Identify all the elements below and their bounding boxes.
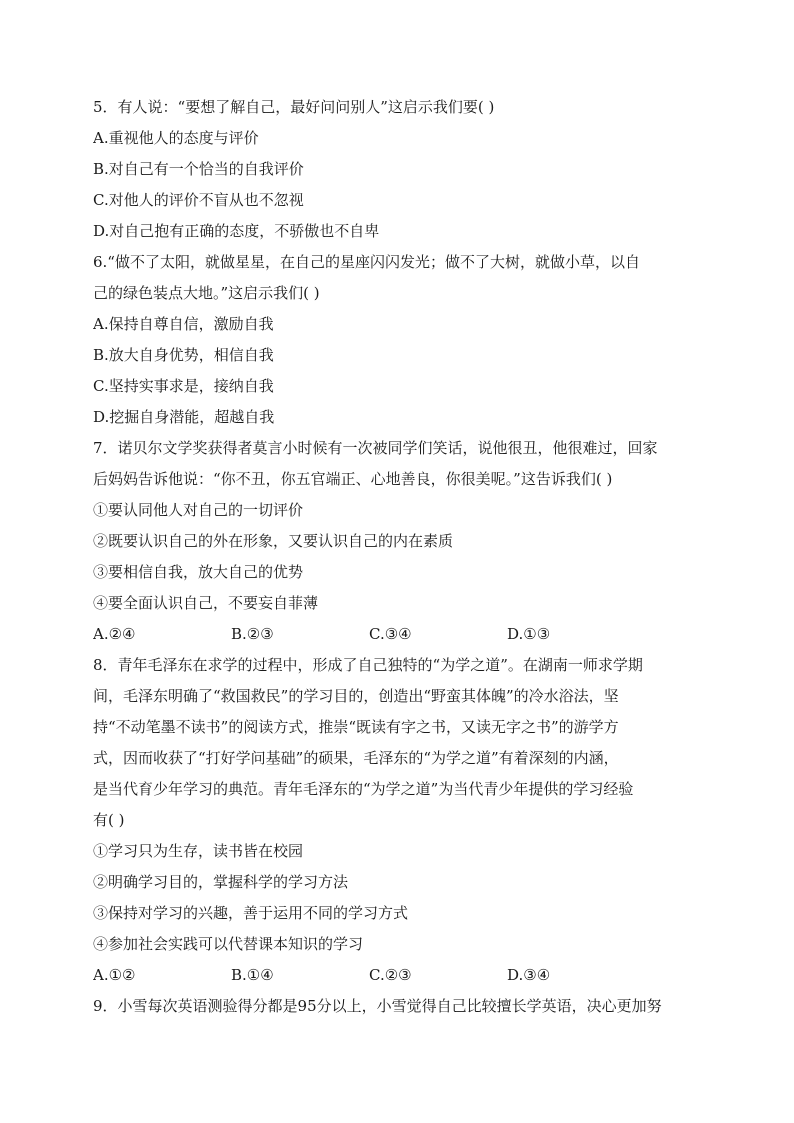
statement-3: ③保持对学习的兴趣，善于运用不同的学习方式 xyxy=(93,904,409,922)
option-d: D.③④ xyxy=(507,966,551,984)
option-b: B.②③ xyxy=(231,625,274,643)
option-c: C.对他人的评价不盲从也不忽视 xyxy=(93,191,304,209)
statement-1: ①学习只为生存，读书皆在校园 xyxy=(93,842,304,860)
option-c: C.③④ xyxy=(369,625,412,643)
option-c: C.②③ xyxy=(369,966,412,984)
statement-4: ④要全面认识自己，不要妄自菲薄 xyxy=(93,594,319,612)
question-stem-line: 是当代育少年学习的典范。青年毛泽东的“为学之道”为当代青少年提供的学习经验 xyxy=(93,780,634,798)
question-9 xyxy=(93,991,713,1022)
option-d: D.对自己抱有正确的态度，不骄傲也不自卑 xyxy=(93,222,380,240)
option-d: D.①③ xyxy=(507,625,551,643)
question-stem-line: 8．青年毛泽东在求学的过程中，形成了自己独特的“为学之道”。在湖南一师求学期 xyxy=(93,656,643,674)
option-a: A.②④ xyxy=(93,625,136,643)
question-8 xyxy=(93,650,713,991)
option-a: A.保持自尊自信，激励自我 xyxy=(93,315,274,333)
question-stem-line: 式，因而收获了“打好学问基础”的硕果，毛泽东的“为学之道”有着深刻的内涵， xyxy=(93,749,619,767)
option-b: B.放大自身优势，相信自我 xyxy=(93,346,274,364)
option-a: A.①② xyxy=(93,966,136,984)
question-stem-line: 6.“做不了太阳，就做星星，在自己的星座闪闪发光；做不了大树，就做小草，以自 xyxy=(93,253,640,271)
option-c: C.坚持实事求是，接纳自我 xyxy=(93,377,274,395)
statement-3: ③要相信自我，放大自己的优势 xyxy=(93,563,304,581)
question-stem-line: 9．小雪每次英语测验得分都是95分以上，小雪觉得自己比较擅长学英语，决心更加努 xyxy=(93,997,662,1015)
question-stem-line: 有( ) xyxy=(93,811,125,829)
question-6 xyxy=(93,247,713,433)
question-7 xyxy=(93,433,713,650)
options-row xyxy=(93,960,713,991)
question-stem-line: 己的绿色装点大地。”这启示我们( ) xyxy=(93,284,320,302)
question-stem-line: 后妈妈告诉他说：“你不丑，你五官端正、心地善良，你很美呢。”这告诉我们( ) xyxy=(93,470,613,488)
question-stem-line: 持“不动笔墨不读书”的阅读方式，推崇“既读有字之书，又读无字之书”的游学方 xyxy=(93,718,619,736)
statement-4: ④参加社会实践可以代替课本知识的学习 xyxy=(93,935,364,953)
question-stem-line: 间，毛泽东明确了“救国救民”的学习目的，创造出“野蛮其体魄”的冷水浴法，坚 xyxy=(93,687,619,705)
question-stem-line: 7．诺贝尔文学奖获得者莫言小时候有一次被同学们笑话，说他很丑，他很难过，回家 xyxy=(93,439,658,457)
option-d: D.挖掘自身潜能，超越自我 xyxy=(93,408,275,426)
question-stem: 5．有人说：“要想了解自己，最好问问别人”这启示我们要( ) xyxy=(93,98,495,116)
option-b: B.对自己有一个恰当的自我评价 xyxy=(93,160,304,178)
statement-2: ②既要认识自己的外在形象，又要认识自己的内在素质 xyxy=(93,532,454,550)
option-a: A.重视他人的态度与评价 xyxy=(93,129,259,147)
options-row xyxy=(93,619,713,650)
statement-1: ①要认同他人对自己的一切评价 xyxy=(93,501,304,519)
question-list xyxy=(93,92,713,1022)
option-b: B.①④ xyxy=(231,966,274,984)
question-5 xyxy=(93,92,713,247)
statement-2: ②明确学习目的，掌握科学的学习方法 xyxy=(93,873,349,891)
